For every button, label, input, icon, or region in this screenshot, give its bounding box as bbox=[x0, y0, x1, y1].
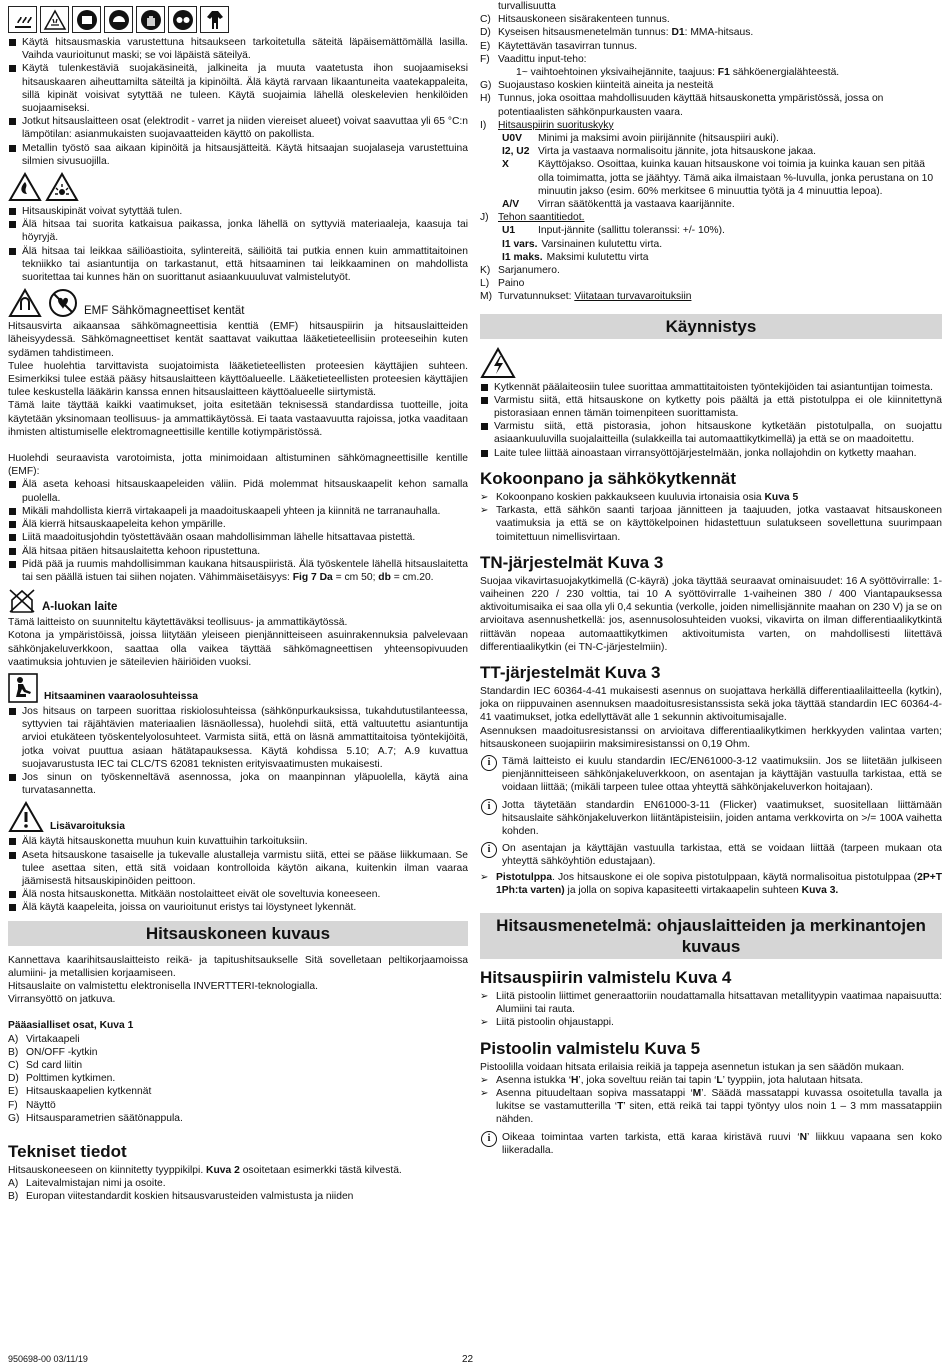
list-item bbox=[480, 211, 942, 224]
item-text: Laitevalmistajan nimi ja osoite. bbox=[26, 1178, 166, 1190]
emf-paragraph-4: Huolehdi seuraavista varotoimista, jotta minimoidaan altistuminen sähkömagneettisille kentille (EMF): bbox=[8, 453, 468, 478]
text: Asenna pituudeltaan sopiva massatappi ‘ bbox=[496, 1087, 693, 1099]
gun-info-note bbox=[480, 1131, 942, 1157]
safety-icons-row bbox=[8, 6, 468, 33]
emf-paragraph-2: Tulee huolehtia tarvittavista suojatoimista lääketieteellisten proteesien käyttäjien suhteen. Esimerkiksi tulee estää pääsy hitsauslaitteen käyttöalueelle. Lääketieteellisten proteesien käyttäjien tulee keskustella lääkärin kanssa ennen hitsauslaitteen käyttöalueelle siirtymistä. bbox=[8, 360, 468, 399]
spec-row bbox=[502, 224, 942, 237]
fire-icons-row bbox=[8, 172, 468, 202]
list-item: Varmistu siitä, että hitsauskone on kytketty pois päältä ja että pistotulppa ei ole kiinnitettynä pistorasiaan ennen tämän toimenpiteen suorittamista. bbox=[480, 394, 942, 420]
list-item bbox=[8, 1099, 468, 1112]
gun-prep-list bbox=[480, 1074, 942, 1127]
overall-icon bbox=[200, 6, 229, 33]
spec-row bbox=[502, 251, 942, 264]
tn-systems-title: TN-järjestelmät Kuva 3 bbox=[480, 552, 664, 572]
item-key: G) bbox=[480, 80, 492, 92]
spec-row bbox=[502, 145, 942, 158]
person-hazard-icon bbox=[8, 673, 38, 703]
startup-bullets bbox=[480, 381, 942, 460]
tech-continuation: turvallisuutta bbox=[498, 1, 556, 12]
list-item: Älä käytä kaapeleita, joissa on vaurioitunut eristys tai löystyneet lykennät. bbox=[8, 901, 468, 914]
circuit-prep-list bbox=[480, 990, 942, 1030]
warning-triangle-icon bbox=[8, 801, 44, 833]
magnetic-field-warning-icon bbox=[8, 288, 42, 318]
info-icon: i bbox=[481, 1131, 497, 1147]
extra-warnings-title: Lisävaroituksia bbox=[50, 821, 125, 833]
info-icon: i bbox=[481, 799, 497, 815]
flammable-warning-icon bbox=[8, 172, 42, 202]
text: ja jolla on sopiva kapasiteetti virtakaapelin suhteen bbox=[564, 884, 802, 896]
item-key: F) bbox=[8, 1099, 18, 1111]
list-item bbox=[480, 871, 942, 897]
list-item bbox=[8, 1112, 468, 1125]
assembly-title: Kokoonpano ja sähkökytkennät bbox=[480, 468, 736, 488]
machine-description-banner: Hitsauskoneen kuvaus bbox=[8, 921, 468, 946]
item-code: D1 bbox=[671, 27, 685, 39]
list-item: Jotkut hitsauslaitteen osat (elektrodit - varret ja niiden viereiset alueet) voivat saavuttaa yli 65 °C:n lämpötilan: asianmukaisten suojavaatteiden käyttö on pakollista. bbox=[8, 115, 468, 141]
list-item bbox=[480, 13, 942, 26]
emf-bullets bbox=[8, 478, 468, 584]
list-item: Älä käytä hitsauskonetta muuhun kuin kuvattuihin tarkoituksiin. bbox=[8, 835, 468, 848]
list-item bbox=[480, 277, 942, 290]
list-item bbox=[480, 92, 942, 118]
tt-systems-paragraph-2: Asennuksen maadoitusresistanssi on arvioitava differentiaalikytkimen herkkyyden valintaa varten; hitsauskoneen suojapiirin maksimiresistanssi on 0,19 Ohm. bbox=[480, 725, 942, 750]
item-key: F) bbox=[480, 53, 490, 65]
item-text: Europan viitestandardit koskien hitsausvarusteiden valmistusta ja niiden bbox=[26, 1191, 354, 1203]
list-item: Älä nosta hitsauskonetta. Mitkään nostolaitteet eivät ole soveltuvia koneeseen. bbox=[8, 888, 468, 901]
technical-data-title: Tekniset tiedot bbox=[8, 1142, 127, 1161]
description-paragraph-1: Kannettava kaarihitsauslaitteisto reikä- ja tapitushitsaukselle Sitä sovelletaan peltikorjaamoissa alumiini- ja metallisien korjaamiseen. bbox=[8, 954, 468, 979]
list-item: ➢ Liitä pistoolin liittimet generaattoriin noudattamalla hitsattavan metallityypin vaatimaa napaisuutta: Alumiini tai rauta. bbox=[480, 990, 942, 1016]
safety-reference-link[interactable]: Viitataan turvavaroituksiin bbox=[574, 291, 692, 303]
technical-data-list bbox=[8, 1177, 468, 1203]
a-class-heading bbox=[8, 588, 468, 614]
item-text: Hitsausparametrien säätönappula. bbox=[26, 1112, 183, 1124]
list-item bbox=[480, 79, 942, 92]
emf-paragraph-1: Hitsausvirta aikaansaa sähkömagneettisia kenttiä (EMF) hitsauspiirin ja hitsauslaitteiden läheisyydessä. Sähkömagneettiset kentät saattavat vaikuttaa lääketieteellisiin proteeseihin kuten sydämen tahdistimeen. bbox=[8, 321, 468, 359]
list-item bbox=[480, 842, 942, 868]
item-key: G) bbox=[8, 1112, 20, 1124]
plug-type: 2P+T 1Ph:ta varten) bbox=[496, 871, 942, 896]
assembly-list bbox=[480, 491, 942, 544]
item-text: Paino bbox=[498, 278, 525, 290]
list-item: Metallin työstö saa aikaan kipinöitä ja hitsausjätteitä. Käytä hitsaajan suojalaseja varustettuina silmien sivusuojilla. bbox=[8, 142, 468, 168]
main-parts-list bbox=[8, 1033, 468, 1125]
item-key: D) bbox=[8, 1073, 19, 1085]
fire-bullets bbox=[8, 205, 468, 284]
list-item bbox=[8, 558, 468, 584]
item-key: D) bbox=[480, 27, 491, 39]
item-text: Tunnus, joka osoittaa mahdollisuuden käyttää hitsauskonetta ympäristössä, jossa on potentiaalisten sähkönpurkausten vaara. bbox=[498, 93, 884, 118]
spec-row bbox=[502, 198, 942, 211]
part-letter: M bbox=[692, 1087, 702, 1099]
item-key: A) bbox=[8, 1178, 19, 1190]
electric-warning-icon bbox=[480, 347, 516, 379]
info-icon: i bbox=[481, 842, 497, 858]
list-item bbox=[480, 1131, 942, 1157]
description-paragraph-3: Virransyöttö on jatkuva. bbox=[8, 994, 116, 1006]
welding-circuit-specs bbox=[480, 132, 942, 211]
tt-systems-title: TT-järjestelmät Kuva 3 bbox=[480, 662, 661, 682]
item-key: H) bbox=[480, 93, 491, 105]
text: Hitsauskoneeseen on kiinnitetty tyyppikilpi. bbox=[8, 1165, 207, 1176]
text: ’, joka soveltuu reiän tai tapin ‘ bbox=[578, 1074, 717, 1086]
list-item bbox=[480, 755, 942, 795]
figure-ref: Fig 7 Da bbox=[292, 571, 333, 583]
technical-data-list-cont bbox=[480, 13, 942, 66]
spec-text: Virran säätökenttä ja vastaava kaarijännite. bbox=[538, 199, 735, 211]
extra-warnings-bullets bbox=[8, 835, 468, 914]
technical-data-list-cont-3 bbox=[480, 264, 942, 304]
power-supply-specs bbox=[480, 224, 942, 264]
text: Kokoonpano koskien pakkaukseen kuuluvia irtonaisia osia bbox=[496, 491, 765, 503]
item-key: A) bbox=[8, 1033, 19, 1045]
input-power-detail bbox=[480, 66, 942, 79]
text: ’. Säädä massatappi kuvassa osoitetulla tavalla ja lukitse se vastamutterilla ‘ bbox=[496, 1087, 942, 1113]
list-item bbox=[480, 40, 942, 53]
list-item: Hitsauskipinät voivat sytyttää tulen. bbox=[8, 205, 468, 218]
face-shield-icon bbox=[72, 6, 101, 33]
goggles-icon bbox=[168, 6, 197, 33]
info-notes bbox=[480, 755, 942, 869]
text: Tarkasta, että sähkön saanti tarjoaa jännitteen ja taajuuden, jotka vastaavat hitsauskoneen vaatimuksia ja että se on käyttökelpoinen hidastettuun sulatukseen sovellettuna suurimpaan toimitettuun nimellisvirtaan. bbox=[496, 505, 942, 543]
list-item bbox=[480, 119, 942, 132]
list-item: Jos hitsaus on tarpeen suorittaa riskiolosuhteissa (sähkönpurkauksissa, tukahdutustilanteessa, syttyvien tai räjähtävien materiaalien läsnäollessa), huolehdi siitä, että valtuutettu asiantuntija arvioi etukäteen työskentelyolosuhteet. Varmista siitä, että on läsnä ammattitaitoisa työntekijöitä, jotka voivat puuttua asiaan hätätapauksessa. Käytä kohdissa 5.10; A.7; A.9 kuvattua suojavarustusta IEC tai CLC/TS 62081 teknisten erityisvaatimusten mukaisesti. bbox=[8, 705, 468, 771]
left-column bbox=[8, 0, 468, 1204]
spec-key: U1 bbox=[502, 225, 516, 237]
emf-heading bbox=[8, 288, 468, 318]
spec-text: Input-jännite (sallittu toleranssi: +/- 10%). bbox=[538, 225, 725, 237]
explosive-warning-icon bbox=[45, 172, 79, 202]
technical-data-paragraph bbox=[8, 1164, 468, 1177]
text: Asenna istukka ‘ bbox=[496, 1074, 571, 1086]
tn-systems-paragraph: Suojaa vikavirtasuojakytkimellä (C-käyrä) ,joka täyttää seuraavat ominaisuudet: 16 A syöttövirralle: 1-vaiheinen 220 / 230 volttia, tai 10 A syöttövirralle 1-vaiheinen 380 / 400 Viantapauksessa aktivoitumisaika ei saa olla yli 0,4 sekuntia (verkolle, joiden nimellisjännite maahan on 230 V) ja se on arvioitava asennushetkellä: jos, asennusolosuhteiden vuoksi, vikavirta on ilman differentiaalikytkintä riittävän nopeaa automaattikytkimen aktivoitumista varten, on mahdollisesti liitettävä differentiaalikytkin (ei TN-C-järjestelmiin). bbox=[480, 575, 942, 653]
spec-text: Minimi ja maksimi avoin piirijännite (hitsauspiiri auki). bbox=[538, 133, 779, 145]
page-number: 22 bbox=[462, 1353, 474, 1365]
list-item: Älä aseta kehoasi hitsauskaapeleiden väliin. Pidä molemmat hitsauskaapelit kehon samalla puolella. bbox=[8, 478, 468, 504]
item-key: C) bbox=[480, 14, 491, 26]
spec-text: Maksimi kulutettu virta bbox=[546, 251, 649, 263]
item-key: I) bbox=[480, 119, 487, 131]
spec-text: Varsinainen kulutettu virta. bbox=[541, 238, 663, 250]
hot-surface-icon bbox=[8, 6, 37, 33]
technical-data-list-cont-2 bbox=[480, 79, 942, 132]
item-text: Virtakaapeli bbox=[26, 1033, 80, 1045]
list-item bbox=[8, 1190, 468, 1203]
item-key: E) bbox=[480, 40, 491, 52]
text: ’ tyyppiin, jota halutaan hitsata. bbox=[722, 1074, 864, 1086]
list-item: Käytä hitsausmaskia varustettuna hitsaukseen tarkoitetulla säteitä läpäisemättömällä lasilla. Vaihda vaurioitunut maski; se voi läpäistä säteilyä. bbox=[8, 36, 468, 62]
gun-prep-title: Pistoolin valmistelu Kuva 5 bbox=[480, 1038, 701, 1058]
item-text: ON/OFF -kytkin bbox=[26, 1046, 98, 1058]
helmet-icon bbox=[104, 6, 133, 33]
list-item: Varmistu siitä, että pistorasia, johon hitsauskone kytketään pistotulpalla, on suojattu asiaankuuluvilla suojalaitteilla (sulakkeilla tai automaattikytkimellä) ja että se on maadoitettu. bbox=[480, 420, 942, 446]
hazard-bullets bbox=[8, 705, 468, 797]
item-key: J) bbox=[480, 212, 489, 224]
spec-key: A/V bbox=[502, 199, 520, 211]
spec-key: I2, U2 bbox=[502, 146, 530, 158]
list-item bbox=[480, 53, 942, 66]
item-key: M) bbox=[480, 291, 493, 303]
list-item: Älä hitsaa tai suorita katkaisua paikassa, jonka lähellä on syttyviä materiaaleja, kaasuja tai höyryjä. bbox=[8, 218, 468, 244]
list-item bbox=[8, 1033, 468, 1046]
power-supply-heading bbox=[480, 211, 942, 224]
startup-banner: Käynnistys bbox=[480, 314, 942, 339]
spec-row bbox=[502, 238, 942, 251]
spec-key: I1 maks. bbox=[502, 251, 543, 263]
item-text: : MMA-hitsaus. bbox=[684, 27, 754, 39]
text: ’ siten, että reikä tai tappi työntyy ulos noin 1 – 3 mm massatappiin nähden. bbox=[496, 1101, 942, 1126]
note-text: On asentajan ja käyttäjän vastuulla tarkistaa, että se voidaan liittää (tarpeen mukaan ota yhteyttä sähköyhtiön edustajaan). bbox=[502, 843, 942, 868]
plug-label: Pistotulppa bbox=[496, 871, 553, 883]
description-paragraph-2: Hitsauslaite on valmistettu elektronisella INVERTTERI-teknologialla. bbox=[8, 980, 318, 992]
a-class-paragraph-2: Kotona ja ympäristöissä, joissa liitytään yleiseen pienjännitteiseen asuinrakennuksia palvelevaan sähkönjakeluverkkoon, saattaa olla vaikea täyttää sähkömagneettisen yhteensopivuuden vaatimuksia johtuvien je säteilevien häiriöiden vuoksi. bbox=[8, 630, 468, 668]
spec-row bbox=[502, 158, 942, 198]
list-item bbox=[8, 1085, 468, 1098]
spec-row bbox=[502, 132, 942, 145]
emf-title: EMF Sähkömagneettiset kentät bbox=[84, 305, 245, 318]
item-text: Suojaustaso koskien kiinteitä aineita ja nesteitä bbox=[498, 80, 714, 92]
text: = cm 50; bbox=[332, 571, 379, 583]
list-item: Mikäli mahdollista kierrä virtakaapeli ja maadoituskaapeli yhteen ja kiinnitä ne tarranauhalla. bbox=[8, 505, 468, 518]
text: Oikeaa toimintaa varten tarkista, että karaa kiristävä ruuvi ‘ bbox=[502, 1131, 800, 1143]
list-item: Älä hitsaa pitäen hitsauslaitetta kehoon ripustettuna. bbox=[8, 545, 468, 558]
list-item bbox=[8, 1059, 468, 1072]
corrosive-icon bbox=[40, 6, 69, 33]
spec-key: U0V bbox=[502, 133, 523, 145]
item-key: K) bbox=[480, 265, 491, 277]
text: sähköenergialähteestä. bbox=[729, 67, 840, 79]
item-title: Tehon saantitiedot. bbox=[498, 212, 585, 224]
list-item bbox=[480, 799, 942, 839]
safety-bullets-1 bbox=[8, 36, 468, 168]
text: = cm.20. bbox=[390, 571, 434, 583]
note-text: Tämä laitteisto ei kuulu standardin IEC/EN61000-3-12 vaatimuksiin. Jos se liitetään julkiseen pienjännitteiseen sähkönjakeluverkkoon, on asentajan ja käyttäjän vastuulla tarkistaa, että se voidaan liittää; (mikäli tarpeen tulee ottaa yhteyttä sähkönjakeluverkon hoitajaan). bbox=[502, 755, 942, 794]
item-text: Kyseisen hitsausmenetelmän tunnus: bbox=[498, 27, 672, 39]
note-text: Jotta täytetään standardin EN61000-3-11 (Flicker) vaatimukset, suositellaan liittämään hitsauslaite sähkönjakeluverkon liitäntäpisteisiin, joiden antama verkkovirta on >/= 100A vaihetta kohden. bbox=[502, 799, 942, 837]
list-item bbox=[480, 290, 942, 303]
spec-key: X bbox=[502, 159, 509, 171]
footer-code: 950698-00 03/11/19 bbox=[8, 1353, 88, 1364]
list-item bbox=[8, 1177, 468, 1190]
plug-note bbox=[480, 871, 942, 897]
text: osoitetaan esimerkki tästä kilvestä. bbox=[239, 1165, 402, 1176]
info-icon: i bbox=[481, 755, 497, 771]
figure-ref: Kuva 2 bbox=[206, 1165, 240, 1176]
part-letter: L bbox=[716, 1074, 723, 1086]
item-text: Hitsauskaapelien kytkennät bbox=[26, 1086, 152, 1098]
right-column bbox=[480, 0, 942, 1157]
hazard-title: Hitsaaminen vaaraolosuhteissa bbox=[44, 690, 198, 702]
list-item bbox=[8, 1046, 468, 1059]
list-item bbox=[480, 1087, 942, 1127]
tt-systems-paragraph-1: Standardin IEC 60364-4-41 mukaisesti asennus on suojattava herkällä differentiaalilaitteella (kytkin), joka on riippuvainen asennuksen maadoitusresistanssista sekä joka täyttää standardin IEC 60364-4-41 vaatimukset, jotka edellyttävät alle 1 sekunnin aktivoitumisajalle. bbox=[480, 685, 942, 724]
list-item: Kytkennät päälaiteosiin tulee suorittaa ammattitaitoisten työntekijöiden tai asiantuntijan toimesta. bbox=[480, 381, 942, 394]
spec-text: Käyttöjakso. Osoittaa, kuinka kauan hitsauskone voi toimia ja kuinka kauan sen pitää olla toimimatta, jotta se jäähtyy. Tämä aika ilmaistaan %-luvulla, jonka perustana on 10 minuutin jakso (esim. 60% merkitsee 6 minuuttia työtä ja 4 minuuttia lepoa). bbox=[538, 159, 934, 197]
list-item: Liitä maadoitusjohdin työstettävään osaan mahdollisimman lähelle hitsattavaa pistettä. bbox=[8, 531, 468, 544]
text: ’ liikkuu vapaana sen koko liikeradalla. bbox=[502, 1131, 942, 1156]
item-key: B) bbox=[8, 1046, 19, 1058]
list-item: ➢ Liitä pistoolin ohjaustappi. bbox=[480, 1016, 942, 1029]
item-text: Sd card liitin bbox=[26, 1059, 83, 1071]
item-key: B) bbox=[8, 1191, 19, 1203]
spec-text: Virta ja vastaava normalisoitu jännite, jota hitsauskone jakaa. bbox=[538, 146, 816, 158]
item-text: Käytettävän tasavirran tunnus. bbox=[498, 40, 638, 52]
item-text: Polttimen kytkimen. bbox=[26, 1073, 116, 1085]
no-pacemaker-icon bbox=[48, 288, 78, 318]
list-item: Laite tulee liittää ainoastaan virransyöttöjärjestelmään, jonka nollajohdin on kytketty maahan. bbox=[480, 447, 942, 460]
gun-prep-paragraph: Pistoolilla voidaan hitsata erilaisia reikiä ja tappeja asennetun istukan ja sen säädön mukaan. bbox=[480, 1061, 905, 1073]
item-text: Hitsauskoneen sisärakenteen tunnus. bbox=[498, 14, 670, 26]
list-item bbox=[480, 1074, 942, 1087]
figure-ref: Kuva 3. bbox=[801, 884, 839, 896]
item-text: Näyttö bbox=[26, 1099, 56, 1111]
item-text: Sarjanumero. bbox=[498, 265, 560, 277]
list-item: Älä kierrä hitsauskaapeleita kehon ympärille. bbox=[8, 518, 468, 531]
list-item bbox=[480, 26, 942, 39]
list-item: Älä hitsaa tai leikkaa säiliöastioita, sylintereitä, säiliöitä tai putkia ennen kuin ammattitaitoinen tekniikko tai asiantuntija on tarkastanut, että hitsaaminen tai leikkaaminen on mahdollista suoritettaa tai kunnes hän on suorittanut asiaankuuuluvat valmistelutyöt. bbox=[8, 245, 468, 285]
list-item: Jos sinun on työskenneltävä asennossa, joka on maanpinnan yläpuolella, käytä aina turvatasannetta. bbox=[8, 771, 468, 797]
gloves-icon bbox=[136, 6, 165, 33]
list-item: Aseta hitsauskone tasaiselle ja tukevalle alustalleja varmistu siitä, ettei se pääse liikkumaan. Se tulee asettaa siten, että sitä voidaan kontrolloida käytön aikana, kuitenkin ilman vaaraa jäämisestä hitsauskipinöiden peittoon. bbox=[8, 849, 468, 889]
item-text: Turvatunnukset: bbox=[498, 291, 575, 303]
item-text: Vaadittu input-teho: bbox=[498, 53, 587, 65]
part-letter: H bbox=[570, 1074, 579, 1086]
text: 1~ vaihtoehtoinen yksivaihejännite, taajuus: bbox=[516, 67, 718, 79]
part-letter: N bbox=[799, 1131, 808, 1143]
text: Pidä pää ja ruumis mahdollisimman kaukana hitsauspiiristä. Älä työskentele lähellä hitsauslaitetta tai sen päällä istuen tai siihen nojaten. Vähimmäisetäisyys: bbox=[22, 558, 468, 583]
part-letter: T bbox=[617, 1101, 624, 1113]
item-code: F1 bbox=[717, 67, 730, 79]
circuit-prep-title: Hitsauspiirin valmistelu Kuva 4 bbox=[480, 967, 732, 987]
text: . Jos hitsauskone ei ole sopiva pistotulppaan, käytä normalisoitua pistotulppaa ( bbox=[552, 871, 918, 883]
list-item bbox=[480, 504, 942, 544]
crossed-house-icon bbox=[8, 588, 36, 614]
extra-warnings-heading bbox=[8, 801, 468, 833]
emf-paragraph-3: Tämä laite täyttää kaikki vaatimukset, joita esitetään teknisessä standardissa tuotteille, joita käytetään yksinomaan teollisuus- ja ammattikäytössä. Ei taata vastaavuutta rajoissa, jotka vaaditaan ihmisten altistumiselle elektromagneettisille kentille kotiympäristössä. bbox=[8, 400, 468, 438]
hazard-heading bbox=[8, 673, 468, 703]
main-parts-title: Pääasialliset osat, Kuva 1 bbox=[8, 1020, 134, 1032]
item-key: L) bbox=[480, 278, 490, 290]
figure-ref: Kuva 5 bbox=[764, 491, 799, 503]
list-item bbox=[480, 264, 942, 277]
item-key: E) bbox=[8, 1086, 19, 1098]
process-banner: Hitsausmenetelmä: ohjauslaitteiden ja merkinantojen kuvaus bbox=[480, 913, 942, 959]
a-class-title: A-luokan laite bbox=[42, 600, 118, 613]
list-item bbox=[480, 491, 942, 504]
item-key: C) bbox=[8, 1059, 19, 1071]
a-class-paragraph-1: Tämä laitteisto on suunniteltu käytettäväksi teollisuus- ja ammattikäytössä. bbox=[8, 617, 348, 629]
list-item bbox=[8, 1072, 468, 1085]
item-title: Hitsauspiirin suorituskyky bbox=[498, 119, 614, 131]
list-item: Käytä tulenkestäviä suojakäsineitä, jalkineita ja muuta vaatetusta ihon suojaamiseksi hitsauskaaren aiheuttamilta säteiltä ja kipinöiltä. Älä käytä rarvaan likaantuneita vaatekappaleita, sillä kipinät voisivat sytyttää ne tuleen. Käytä suojaimia lähellä oleskelevien henkilöiden suojaamiseksi. bbox=[8, 62, 468, 115]
spec-key: I1 vars. bbox=[502, 238, 538, 250]
db-label: db bbox=[378, 571, 391, 583]
